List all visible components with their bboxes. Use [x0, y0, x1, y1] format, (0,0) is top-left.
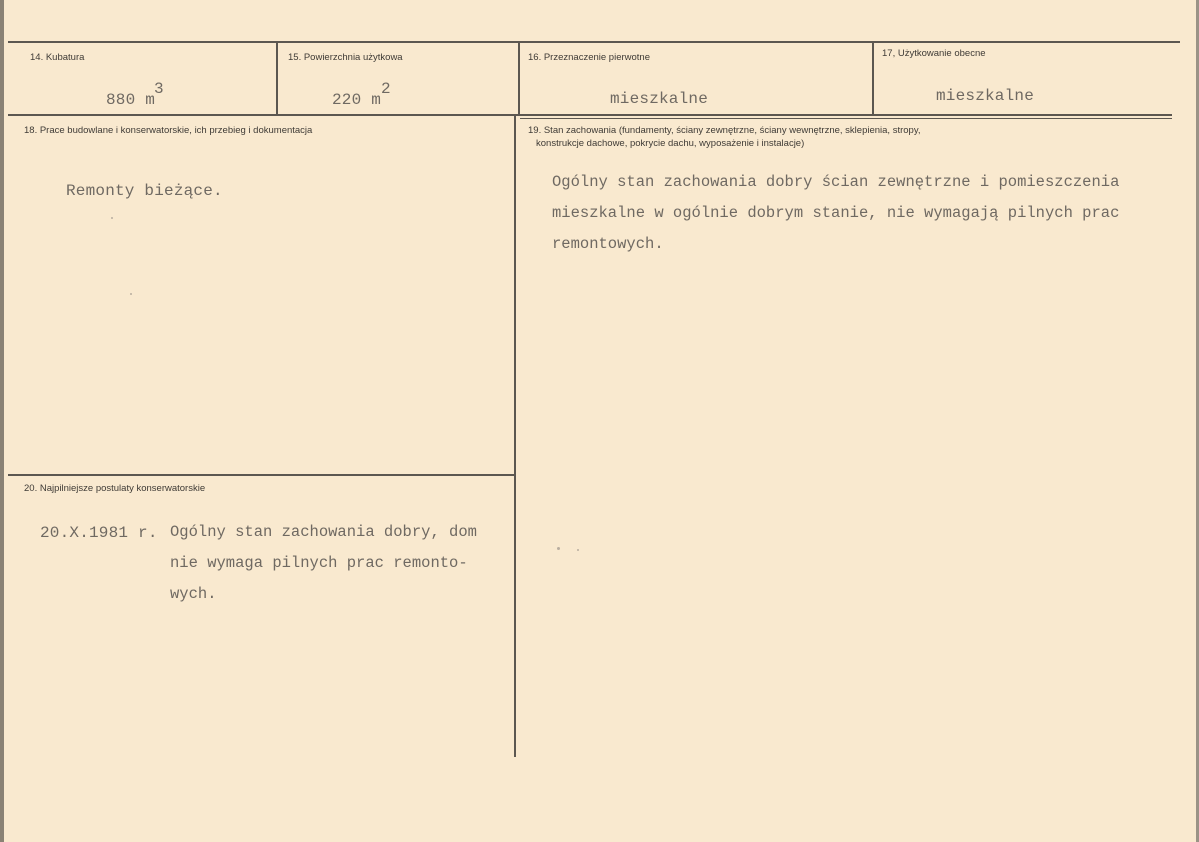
field-19-label-line-1: 19. Stan zachowania (fundamenty, ściany zewnętrzne, ściany wewnętrzne, sklepienia, stropy,: [528, 125, 921, 136]
field-15-exponent: 2: [381, 80, 391, 98]
paper-speck: [557, 547, 560, 550]
section-20-top-rule: [8, 474, 514, 476]
field-19-text-line-2: mieszkalne w ogólnie dobrym stanie, nie wymagają pilnych prac: [552, 204, 1120, 222]
divider-15-16: [518, 43, 520, 115]
field-17-value: mieszkalne: [936, 87, 1035, 105]
field-20-text-line-3: wych.: [170, 585, 217, 603]
top-rule: [8, 41, 1180, 43]
paper-speck: [130, 293, 132, 295]
field-16-label: 16. Przeznaczenie pierwotne: [528, 52, 650, 63]
field-19-text-line-3: remontowych.: [552, 235, 664, 253]
field-20-label: 20. Najpilniejsze postulaty konserwatorskie: [24, 483, 206, 494]
field-14-value: 880 m: [106, 91, 156, 109]
row1-bottom-rule: [8, 114, 1172, 116]
field-19-label-line-2: konstrukcje dachowe, pokrycie dachu, wyposażenie i instalacje): [536, 138, 805, 149]
field-17-label: 17, Użytkowanie obecne: [882, 48, 986, 59]
field-14-exponent: 3: [154, 80, 164, 98]
paper-speck: [577, 549, 579, 551]
field-20-text-line-2: nie wymaga pilnych prac remonto-: [170, 554, 468, 572]
field-20-date: 20.X.1981 r.: [40, 524, 158, 542]
field-19-text-line-1: Ogólny stan zachowania dobry ścian zewnętrzne i pomieszczenia: [552, 173, 1120, 191]
field-15-value: 220 m: [332, 91, 382, 109]
field-15-label: 15. Powierzchnia użytkowa: [288, 52, 403, 63]
paper-speck: [111, 217, 113, 219]
divider-left-right: [514, 116, 516, 757]
field-20-text: [170, 517, 477, 610]
field-20-text-line-1: Ogólny stan zachowania dobry, dom: [170, 523, 477, 541]
divider-14-15: [276, 43, 278, 115]
field-19-text: [552, 167, 1119, 260]
field-14-label: 14. Kubatura: [30, 52, 85, 63]
field-18-value: Remonty bieżące.: [66, 182, 223, 200]
row1-bottom-rule-2: [520, 118, 1172, 119]
field-16-value: mieszkalne: [610, 90, 709, 108]
field-18-label: 18. Prace budowlane i konserwatorskie, ich przebieg i dokumentacja: [24, 125, 313, 136]
divider-16-17: [872, 43, 874, 115]
